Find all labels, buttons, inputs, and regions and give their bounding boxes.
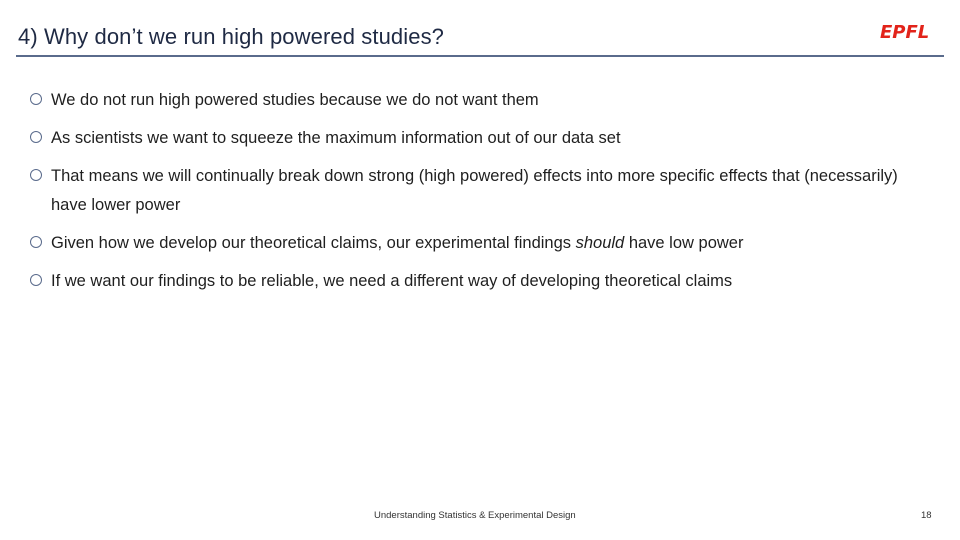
bullet-item — [30, 162, 930, 220]
title-divider — [16, 55, 944, 57]
bullet-text: If we want our findings to be reliable, we need a different way of developing theoretical claims — [51, 272, 733, 290]
bullet-text: As scientists we want to squeeze the maximum information out of our data set — [51, 129, 621, 147]
footer-text: Understanding Statistics & Experimental Design — [374, 510, 576, 521]
slide-title: 4) Why don’t we run high powered studies? — [18, 24, 444, 49]
circle-bullet-icon — [30, 274, 42, 286]
bullet-text-emphasis: should — [575, 234, 625, 252]
bullet-text-post: have low power — [624, 234, 744, 252]
bullet-text: That means we will continually break down strong (high powered) effects into more specific effects that (necessarily) have lower power — [51, 167, 898, 214]
circle-bullet-icon — [30, 93, 42, 105]
bullet-item — [30, 124, 930, 153]
epfl-logo: EPFL — [880, 22, 930, 43]
bullet-list — [30, 86, 930, 296]
bullet-item — [30, 267, 930, 296]
bullet-text-pre: Given how we develop our theoretical claims, our experimental findings — [51, 234, 576, 252]
circle-bullet-icon — [30, 131, 42, 143]
circle-bullet-icon — [30, 169, 42, 181]
bullet-text: We do not run high powered studies because we do not want them — [51, 91, 539, 109]
bullet-item — [30, 86, 930, 115]
page-number: 18 — [921, 510, 932, 521]
bullet-item — [30, 229, 930, 258]
circle-bullet-icon — [30, 236, 42, 248]
